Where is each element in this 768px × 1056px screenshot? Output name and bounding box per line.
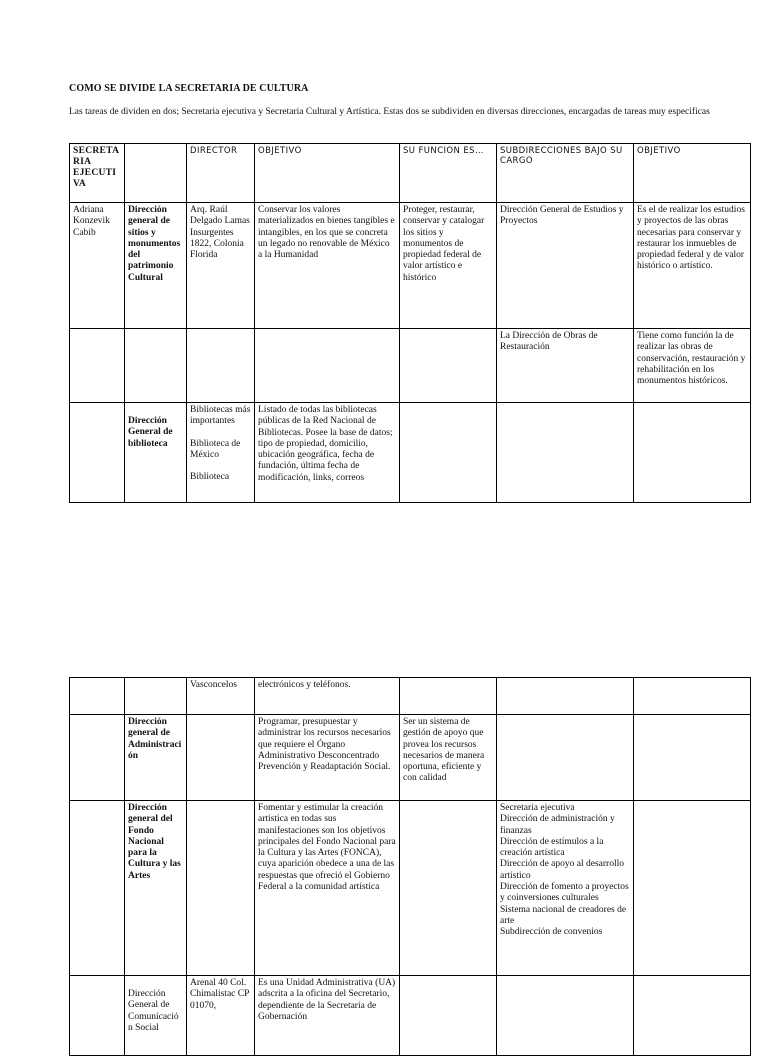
table-row bbox=[70, 976, 751, 1056]
director-cell: Arq. Raúl Delgado Lamas Insurgentes 1822, Colonia Florida bbox=[187, 203, 255, 329]
table-row bbox=[70, 678, 751, 715]
empty-cell bbox=[70, 403, 125, 503]
header-objetivo-2: OBJETIVO bbox=[634, 144, 751, 203]
list-item: Dirección de estímulos a la creación artística bbox=[500, 836, 604, 859]
function-cell: Ser un sistema de gestión de apoyo que provea los recursos necesarios de manera oportuna, eficiente y con calidad bbox=[400, 715, 497, 801]
table-row bbox=[70, 801, 751, 976]
director-cell: Vasconcelos bbox=[187, 678, 255, 715]
empty-cell bbox=[70, 678, 125, 715]
sub-objective-cell: Tiene como función la de realizar las obras de conservación, restauración y rehabilitación en los monumentos históricos. bbox=[634, 329, 751, 403]
document-title: COMO SE DIVIDE LA SECRETARIA DE CULTURA bbox=[69, 83, 309, 94]
culture-table-page1 bbox=[69, 143, 751, 503]
subdirection-cell: La Dirección de Obras de Restauración bbox=[497, 329, 634, 403]
empty-cell bbox=[400, 329, 497, 403]
empty-cell bbox=[400, 403, 497, 503]
empty-cell bbox=[400, 976, 497, 1056]
subdirection-cell: Dirección General de Estudios y Proyectos bbox=[497, 203, 634, 329]
header-director: DIRECTOR bbox=[187, 144, 255, 203]
table-header-row bbox=[70, 144, 751, 203]
page-1 bbox=[0, 0, 768, 520]
subdirection-list bbox=[497, 801, 634, 976]
page-break bbox=[0, 520, 768, 660]
empty-cell bbox=[497, 976, 634, 1056]
objective-cell: Fomentar y estimular la creación artística en todas sus manifestaciones son los objetivos principales del Fondo Nacional para la Cultura y las Artes (FONCA), cuya aparición obedece a una de las respuestas que ofreció el Gobierno Federal a la comunidad artística bbox=[255, 801, 400, 976]
direction-label: Dirección General de biblioteca bbox=[128, 416, 173, 449]
empty-cell bbox=[400, 678, 497, 715]
list-item: Sistema nacional de creadores de arte bbox=[500, 904, 627, 926]
sub-objective-cell: Es el de realizar los estudios y proyectos de las obras necesarias para conservar y restaurar los inmuebles de propiedad federal y de valor histórico o artístico. bbox=[634, 203, 751, 329]
direction-name: Dirección general del Fondo Nacional para la Cultura y las Artes bbox=[125, 801, 187, 976]
list-item: Dirección de apoyo al desarrollo artístico bbox=[500, 859, 624, 881]
list-item: Dirección de administración y finanzas bbox=[500, 814, 615, 836]
header-empty bbox=[125, 144, 187, 203]
empty-cell bbox=[125, 678, 187, 715]
objective-cell: Listado de todas las bibliotecas públicas de la Red Nacional de Bibliotecas. Posee la base de datos; tipo de propiedad, domicilio, ubicación geográfica, fecha de fundación, última fecha de modificación, links, correos bbox=[255, 403, 400, 503]
empty-cell bbox=[70, 715, 125, 801]
direction-name: Dirección general de Administración bbox=[125, 715, 187, 801]
direction-name bbox=[125, 976, 187, 1056]
empty-cell bbox=[255, 329, 400, 403]
objective-cell: Programar, presupuestar y administrar los recursos necesarios que requiere el Órgano Administrativo Desconcentrado Prevención y Readaptación Social. bbox=[255, 715, 400, 801]
empty-cell bbox=[187, 801, 255, 976]
table-row bbox=[70, 203, 751, 329]
director-line: Biblioteca bbox=[190, 472, 230, 483]
document-intro: Las tareas de dividen en dos; Secretaria ejecutiva y Secretaria Cultural y Artística. Estas dos se subdividen en diversas direcciones, encargadas de tareas muy especificas bbox=[69, 107, 710, 117]
empty-cell bbox=[70, 801, 125, 976]
direction-label: Dirección General de Comunicación Social bbox=[128, 989, 179, 1033]
header-secretaria-ejecutiva: SECRETARIA EJECUTIVA bbox=[70, 144, 125, 203]
person-name: Adriana Konzevik Cabib bbox=[70, 203, 125, 329]
objective-cell: electrónicos y teléfonos. bbox=[255, 678, 400, 715]
empty-cell bbox=[634, 801, 751, 976]
list-item: Secretaria ejecutiva bbox=[500, 803, 575, 813]
empty-cell bbox=[634, 403, 751, 503]
empty-cell bbox=[634, 678, 751, 715]
header-subdirecciones: SUBDIRECCIONES BAJO SU CARGO bbox=[497, 144, 634, 203]
empty-cell bbox=[70, 976, 125, 1056]
direction-name: Dirección general de sitios y monumentos del patrimonio Cultural bbox=[125, 203, 187, 329]
list-item: Dirección de fomento a proyectos y coinversiones culturales bbox=[500, 882, 629, 904]
empty-cell bbox=[634, 976, 751, 1056]
director-line: Biblioteca de México bbox=[190, 438, 241, 460]
director-cell: Arenal 40 Col. Chimalistac CP 01070, bbox=[187, 976, 255, 1056]
list-item: Subdirección de convenios bbox=[500, 927, 603, 938]
director-line: Bibliotecas más importantes bbox=[190, 405, 251, 427]
table-row bbox=[70, 715, 751, 801]
objective-cell: Es una Unidad Administrativa (UA) adscrita a la oficina del Secretario, dependiente de la Secretaría de Gobernación bbox=[255, 976, 400, 1056]
empty-cell bbox=[187, 715, 255, 801]
header-objetivo: OBJETIVO bbox=[255, 144, 400, 203]
empty-cell bbox=[70, 329, 125, 403]
table-row bbox=[70, 329, 751, 403]
page-2 bbox=[0, 660, 768, 1033]
empty-cell bbox=[634, 715, 751, 801]
empty-cell bbox=[497, 403, 634, 503]
direction-name bbox=[125, 403, 187, 503]
director-cell bbox=[187, 403, 255, 503]
objective-cell: Conservar los valores materializados en bienes tangibles e intangibles, en los que se concreta un legado no renovable de México a la Humanidad bbox=[255, 203, 400, 329]
function-cell: Proteger, restaurar, conservar y catalogar los sitios y monumentos de propiedad federal de valor artístico e histórico bbox=[400, 203, 497, 329]
header-funcion: SU FUNCION ES… bbox=[400, 144, 497, 203]
empty-cell bbox=[125, 329, 187, 403]
culture-table-page2 bbox=[69, 677, 751, 1056]
empty-cell bbox=[400, 801, 497, 976]
empty-cell bbox=[187, 329, 255, 403]
table-row bbox=[70, 403, 751, 503]
empty-cell bbox=[497, 678, 634, 715]
empty-cell bbox=[497, 715, 634, 801]
